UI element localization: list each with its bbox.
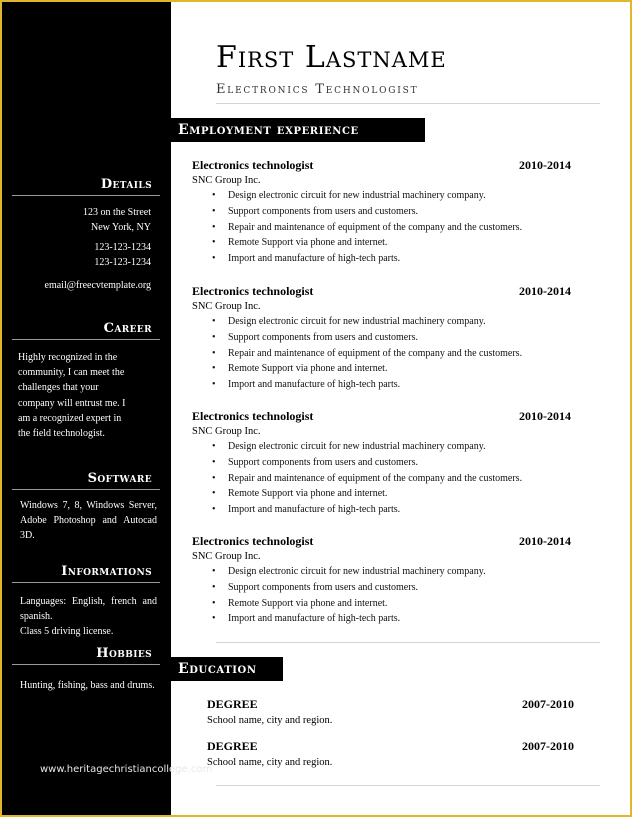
hobbies-divider xyxy=(12,664,160,665)
job-bullet: • Import and manufacture of high-tech parts. xyxy=(192,251,580,267)
job-bullet: • Remote Support via phone and internet. xyxy=(192,361,580,377)
job-dates: 2010-2014 xyxy=(519,158,571,172)
education-entry xyxy=(207,697,574,728)
job-bullet: • Repair and maintenance of equipment of the company and the customers. xyxy=(192,346,580,362)
job-entry xyxy=(192,534,580,627)
job-dates: 2010-2014 xyxy=(519,284,571,298)
career-line: company will entrust me. I xyxy=(18,397,126,409)
job-dates: 2010-2014 xyxy=(519,534,571,548)
software-heading: Software xyxy=(87,471,152,486)
details-city: New York, NY xyxy=(90,222,151,233)
employment-heading: Employment experience xyxy=(171,118,425,142)
education-degree: DEGREE xyxy=(207,697,258,711)
education-header xyxy=(207,697,574,713)
employment-divider xyxy=(216,642,600,643)
job-bullet: • Design electronic circuit for new industrial machinery company. xyxy=(192,314,580,330)
informations-divider xyxy=(12,582,160,583)
job-bullet: • Remote Support via phone and internet. xyxy=(192,486,580,502)
job-header xyxy=(192,158,580,174)
education-dates: 2007-2010 xyxy=(522,739,574,753)
job-bullet: • Import and manufacture of high-tech parts. xyxy=(192,502,580,518)
career-line: am a recognized expert in xyxy=(18,412,122,424)
details-email[interactable]: email@freecvtemplate.org xyxy=(44,280,151,291)
job-bullet: • Design electronic circuit for new industrial machinery company. xyxy=(192,188,580,204)
job-entry xyxy=(192,284,580,393)
education-entry xyxy=(207,739,574,770)
job-bullet: • Support components from users and customers. xyxy=(192,204,580,220)
informations-heading: Informations xyxy=(61,564,152,579)
informations-languages: Languages: English, french and spanish. xyxy=(20,596,157,623)
sidebar xyxy=(2,2,171,815)
job-company: SNC Group Inc. xyxy=(192,426,261,437)
education-degree: DEGREE xyxy=(207,739,258,753)
job-bullet: • Support components from users and customers. xyxy=(192,455,580,471)
career-heading: Career xyxy=(103,321,152,336)
details-street: 123 on the Street xyxy=(82,207,151,218)
job-bullet: • Remote Support via phone and internet. xyxy=(192,596,580,612)
job-header xyxy=(192,409,580,425)
education-heading: Education xyxy=(171,657,283,681)
job-company: SNC Group Inc. xyxy=(192,175,261,186)
details-phone-1: 123-123-1234 xyxy=(94,242,151,253)
job-bullets xyxy=(192,564,580,627)
job-bullet: • Import and manufacture of high-tech parts. xyxy=(192,377,580,393)
job-header xyxy=(192,534,580,550)
career-line: community, I can meet the xyxy=(18,367,125,379)
job-dates: 2010-2014 xyxy=(519,409,571,423)
details-divider xyxy=(12,195,160,196)
watermark: www.heritagechristiancollege.com xyxy=(40,764,213,775)
career-text xyxy=(18,350,125,441)
job-header xyxy=(192,284,580,300)
career-line: challenges that your xyxy=(18,382,99,394)
details-phone-2: 123-123-1234 xyxy=(94,257,151,268)
resume-name: First Lastname xyxy=(216,40,447,75)
career-line: Highly recognized in the xyxy=(18,352,118,363)
job-role: Electronics technologist xyxy=(192,284,314,298)
job-bullets xyxy=(192,439,580,518)
job-company: SNC Group Inc. xyxy=(192,551,261,562)
informations-license: Class 5 driving license. xyxy=(20,626,114,637)
details-heading: Details xyxy=(100,177,152,192)
resume-job-title: Electronics Technologist xyxy=(216,82,419,97)
job-role: Electronics technologist xyxy=(192,158,314,172)
header-divider xyxy=(216,103,600,104)
job-role: Electronics technologist xyxy=(192,409,314,423)
job-bullet: • Repair and maintenance of equipment of the company and the customers. xyxy=(192,220,580,236)
education-divider xyxy=(216,785,600,786)
software-text: Windows 7, 8, Windows Server, Adobe Photoshop and Autocad 3D. xyxy=(20,500,157,542)
hobbies-text: Hunting, fishing, bass and drums. xyxy=(20,680,155,691)
software-divider xyxy=(12,489,160,490)
job-entry xyxy=(192,409,580,518)
job-bullet: • Remote Support via phone and internet. xyxy=(192,235,580,251)
job-bullet: • Support components from users and customers. xyxy=(192,580,580,596)
job-bullet: • Design electronic circuit for new industrial machinery company. xyxy=(192,439,580,455)
education-dates: 2007-2010 xyxy=(522,697,574,711)
education-header xyxy=(207,739,574,755)
career-divider xyxy=(12,339,160,340)
hobbies-heading: Hobbies xyxy=(96,646,152,661)
job-company: SNC Group Inc. xyxy=(192,301,261,312)
job-bullets xyxy=(192,314,580,393)
job-role: Electronics technologist xyxy=(192,534,314,548)
job-entry xyxy=(192,158,580,267)
job-bullet: • Repair and maintenance of equipment of the company and the customers. xyxy=(192,471,580,487)
job-bullets xyxy=(192,188,580,267)
career-line: the field technologist. xyxy=(18,428,105,440)
job-bullet: • Support components from users and customers. xyxy=(192,330,580,346)
education-school: School name, city and region. xyxy=(207,715,333,726)
education-school: School name, city and region. xyxy=(207,757,333,768)
job-bullet: • Design electronic circuit for new industrial machinery company. xyxy=(192,564,580,580)
job-bullet: • Import and manufacture of high-tech parts. xyxy=(192,611,580,627)
